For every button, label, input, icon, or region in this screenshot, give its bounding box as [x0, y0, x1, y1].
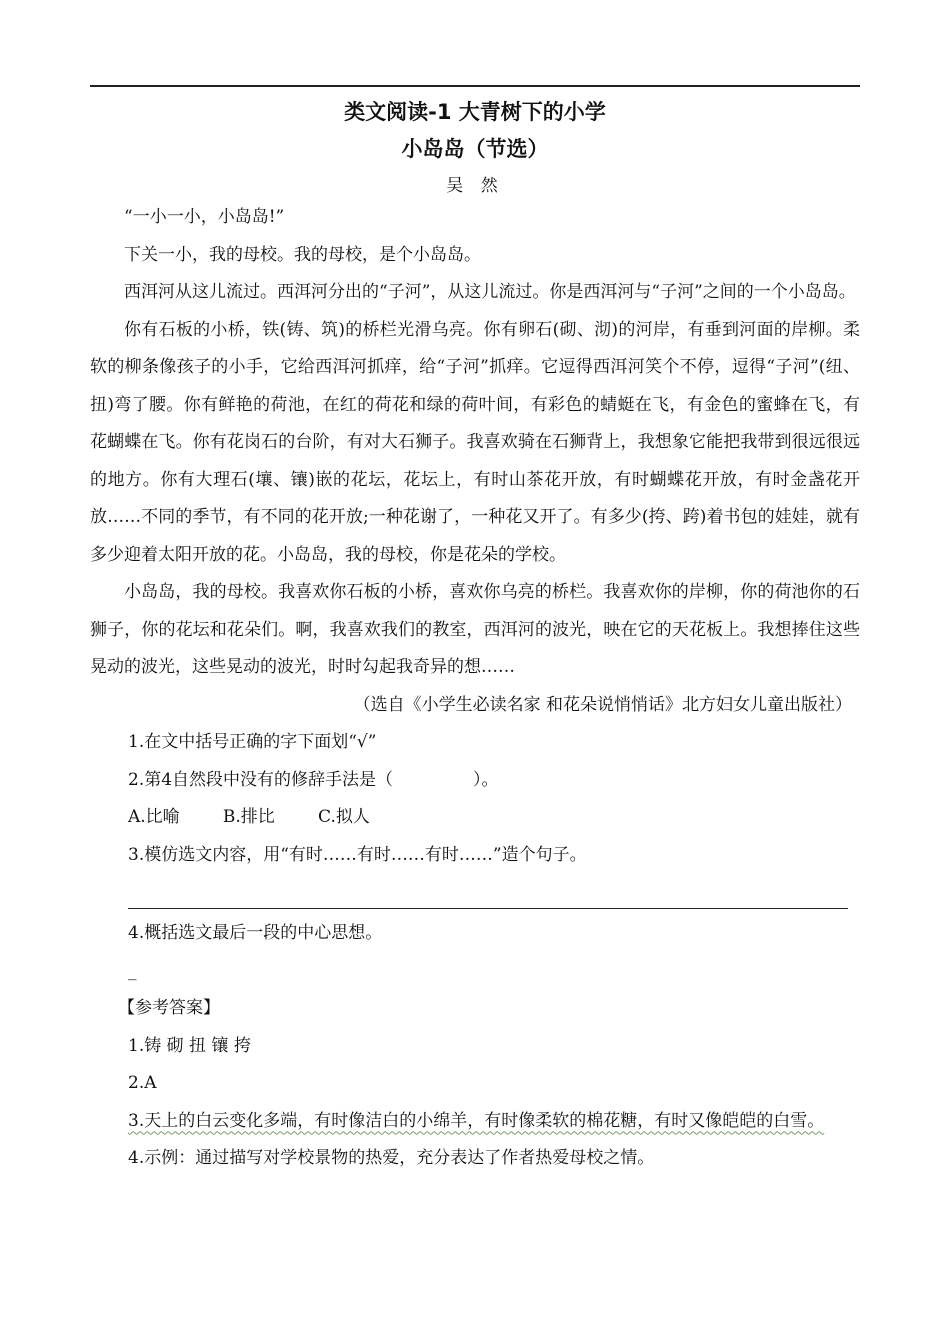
paragraph-5: 小岛岛，我的母校。我喜欢你石板的小桥，喜欢你乌亮的桥栏。我喜欢你的岸柳，你的荷池你的石狮子，你的花坛和花朵们。啊，我喜欢我们的教室，西洱河的波光，映在它的天花板上。我想捧住这些晃动的波光，这些晃动的波光，时时勾起我奇异的想……	[90, 582, 860, 677]
document-body	[90, 199, 860, 1178]
answer-1: 1.铸 砌 扭 镶 挎	[128, 1035, 251, 1056]
question-3: 3.模仿选文内容，用“有时……有时……有时……”造个句子。	[128, 844, 587, 865]
author: 吴 然	[446, 176, 504, 196]
paragraph-3: 西洱河从这儿流过。西洱河分出的“子河”，从这儿流过。你是西洱河与“子河”之间的一个小岛岛。	[124, 282, 856, 302]
question-2-text: 2.第4自然段中没有的修辞手法是（	[128, 769, 394, 790]
paragraph-1: “一小一小，小岛岛!”	[124, 207, 285, 227]
question-2-options: A.比喻 B.排比 C.拟人	[128, 807, 370, 827]
answers-heading: 【参考答案】	[118, 998, 220, 1018]
question-2-end: ）。	[473, 769, 499, 790]
answer-line	[128, 874, 848, 909]
answer-3-text: 3.天上的白云变化多端，有时像洁白的小绵羊，有时像柔软的棉花糖，有时又像皑皑的白雪。	[128, 1110, 825, 1131]
answer-3	[90, 1103, 860, 1141]
paragraph-4: 你有石板的小桥，铁(铸、筑)的桥栏光滑乌亮。你有卵石(砌、沏)的河岸，有垂到河面的岸柳。柔软的柳条像孩子的小手，它给西洱河抓痒，给“子河”抓痒。它逗得西洱河笑个不停，逗得“子河”(纽、扭)弯了腰。你有鲜艳的荷池，在红的荷花和绿的荷叶间，有彩色的蜻蜓在飞，有金色的蜜蜂在飞，有花蝴蝶在飞。你有花岗石的台阶，有对大石狮子。我喜欢骑在石狮背上，我想象它能把我带到很远很远的地方。你有大理石(壤、镶)嵌的花坛，花坛上，有时山茶花开放，有时蝴蝶花开放，有时金盏花开放……不同的季节，有不同的花开放;一种花谢了，一种花又开了。有多少(挎、跨)着书包的娃娃，就有多少迎着太阳开放的花。小岛岛，我的母校，你是花朵的学校。	[90, 319, 860, 565]
paragraph-2: 下关一小，我的母校。我的母校，是个小岛岛。	[124, 244, 481, 265]
question-2	[90, 762, 860, 800]
answer-4: 4.示例：通过描写对学校景物的热爱，充分表达了作者热爱母校之情。	[128, 1148, 655, 1168]
answer-2: 2.A	[128, 1073, 157, 1093]
passage-title: 小岛岛（节选）	[401, 137, 549, 161]
top-rule	[90, 85, 860, 87]
answer-dash: _	[128, 960, 137, 981]
question-4: 4.概括选文最后一段的中心思想。	[128, 923, 383, 943]
source-citation: （选自《小学生必读名家 和花朵说悄悄话》北方妇女儿童出版社）	[353, 694, 852, 715]
document-title: 类文阅读-1 大青树下的小学	[344, 100, 606, 124]
question-1: 1.在文中括号正确的字下面划“√”	[128, 732, 377, 752]
